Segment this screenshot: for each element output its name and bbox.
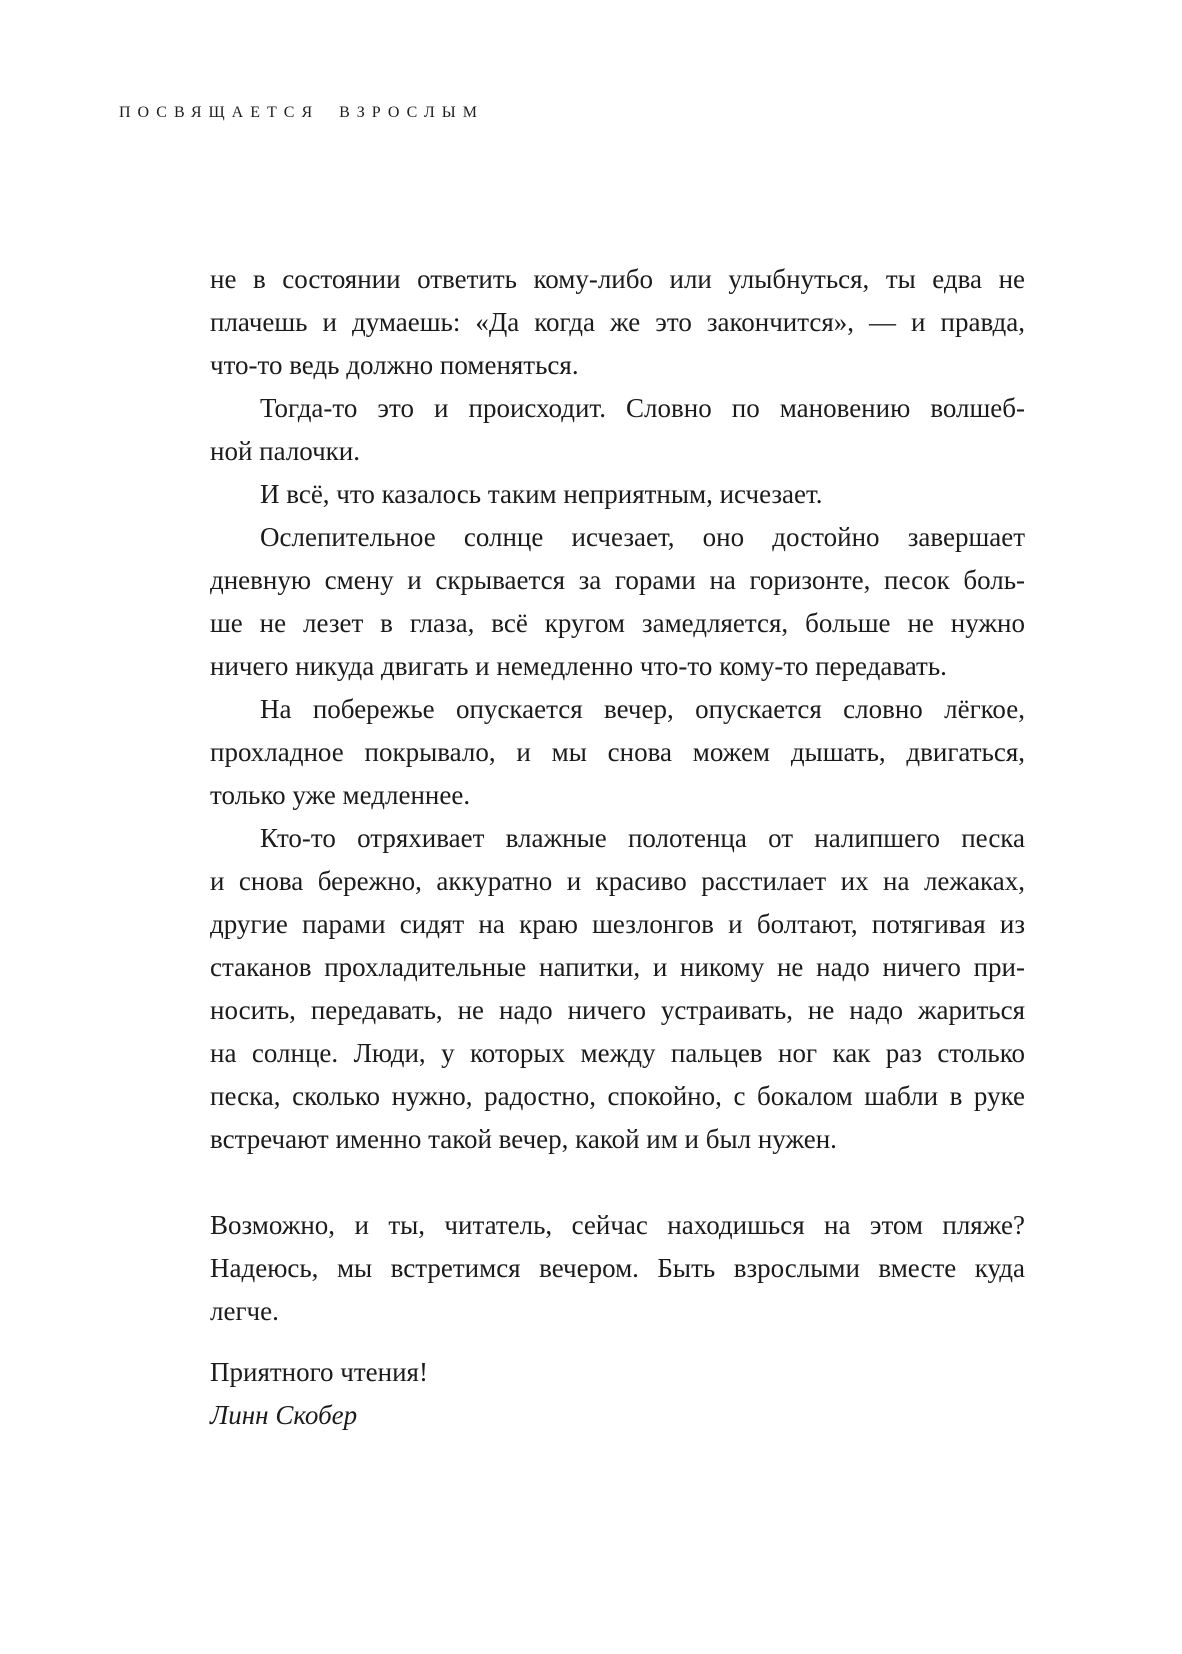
running-head: ПОСВЯЩАЕТСЯ ВЗРОСЛЫМ [119,104,484,121]
paragraph [210,516,1025,688]
text-line: только уже медленнее. [210,780,471,810]
text-line: что-то ведь должно поменяться. [210,350,579,380]
text-line: плачешь и думаешь: «Да когда же это закончится», — и правда, [210,307,1025,337]
text-line: дневную смену и скрывается за горами на горизонте, песок боль- [210,565,1025,595]
paragraph [210,473,1025,516]
text-line: носить, передавать, не надо ничего устраивать, не надо жариться [210,995,1025,1025]
paragraph [210,817,1025,1161]
text-line: песка, сколько нужно, радостно, спокойно, с бокалом шабли в руке [210,1081,1025,1111]
text-line: стаканов прохладительные напитки, и никому не надо ничего при- [210,952,1025,982]
paragraph-address-to-reader [210,1204,1025,1333]
paragraph-closing-wish [210,1351,1025,1394]
text-line: Линн Скобер [210,1400,358,1430]
text-block [210,258,1025,1437]
text-line: встречают именно такой вечер, какой им и был нужен. [210,1124,837,1154]
text-line: на солнце. Люди, у которых между пальцев ног как раз столько [210,1038,1025,1068]
text-line: не в состоянии ответить кому-либо или улыбнуться, ты едва не [210,264,1025,294]
author-signature [210,1394,1025,1437]
text-line: Приятного чтения! [210,1357,428,1387]
text-line: ше не лезет в глаза, всё кругом замедляется, больше не нужно [210,608,1025,638]
text-line: Тогда-то это и происходит. Словно по мановению волшеб- [260,393,1025,423]
text-line: Надеюсь, мы встретимся вечером. Быть взрослыми вместе куда [210,1253,1025,1283]
paragraph [210,688,1025,817]
text-line: Кто-то отряхивает влажные полотенца от налипшего песка [260,823,1025,853]
text-line: и снова бережно, аккуратно и красиво расстилает их на лежаках, [210,866,1025,896]
text-line: другие парами сидят на краю шезлонгов и болтают, потягивая из [210,909,1025,939]
text-line: прохладное покрывало, и мы снова можем дышать, двигаться, [210,737,1025,767]
paragraph-continuation [210,258,1025,387]
text-line: Возможно, и ты, читатель, сейчас находишься на этом пляже? [210,1210,1025,1240]
text-line: ной палочки. [210,436,360,466]
text-line: И всё, что казалось таким неприятным, исчезает. [260,479,823,509]
text-line: ничего никуда двигать и немедленно что-то кому-то передавать. [210,651,947,681]
text-line: Ослепительное солнце исчезает, оно достойно завершает [260,522,1025,552]
text-line: легче. [210,1296,279,1326]
text-line: На побережье опускается вечер, опускается словно лёгкое, [260,694,1025,724]
paragraph [210,387,1025,473]
